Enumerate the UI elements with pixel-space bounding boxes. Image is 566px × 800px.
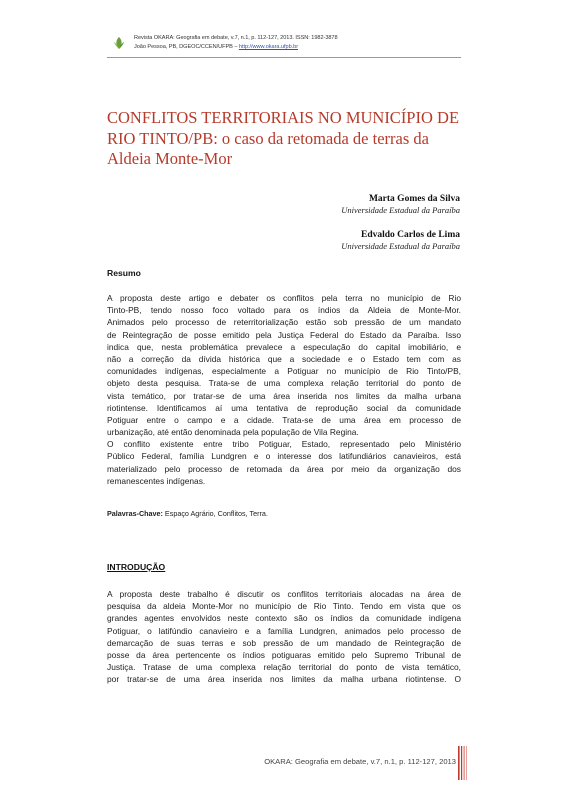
introduction-text — [107, 588, 461, 686]
intro-line: Potiguar, o latifúndio canavieiro e a família Lundgren, animados pelo processo de — [107, 625, 461, 636]
paper-title — [107, 108, 467, 170]
abstract-text — [107, 292, 461, 487]
abstract-line: remanescentes indígenas. — [107, 475, 206, 486]
introduction-heading: INTRODUÇÃO — [107, 562, 166, 572]
header-divider — [107, 57, 461, 58]
journal-citation: Revista OKARA: Geografia em debate, v.7, n.1, p. 112-127, 2013. ISSN: 1982-3878 — [134, 35, 338, 41]
footer-citation: OKARA: Geografia em debate, v.7, n.1, p. 112-127, 2013 — [264, 757, 456, 766]
author-block-2 — [341, 229, 460, 252]
keywords — [107, 509, 268, 518]
abstract-line: indica que, nesta problemática prevalece a especulação do capital imobiliário, e — [107, 341, 461, 352]
intro-line: posse da área pertencente os índios potiguaras emitido pelo Supremo Tribunal de — [107, 649, 461, 660]
intro-line: por tratar-se de uma área inserida nos limites da malha urbana riotintense. O — [107, 674, 461, 685]
abstract-line: materializado pelo processo de retomada da área por meio da organização dos — [107, 463, 461, 474]
keywords-label: Palavras-Chave: — [107, 509, 163, 518]
abstract-line: comunidades indígenas, especialmente a Potiguar no município de Rio Tinto/PB, — [107, 366, 461, 377]
intro-line: demarcação de suas terras e sob pressão de um mandado de Reintegração de — [107, 637, 461, 648]
abstract-line: Potiguar entre o campo e a cidade. Trata-se de uma área em processo de — [107, 414, 461, 425]
abstract-line: A proposta deste artigo e debater os conflitos pela terra no município de Rio — [107, 293, 461, 303]
abstract-line: riotintense. Identificamos aí uma tentativa de reprodução social da comunidade — [107, 402, 461, 413]
abstract-line: não a correção da dívida histórica que a sociedade e o Estado tem com as — [107, 353, 461, 364]
abstract-line: O conflito existente entre tribo Potiguar, Estado, representado pelo Ministério — [107, 439, 461, 450]
author-name: Marta Gomes da Silva — [368, 194, 460, 204]
title-line-1: CONFLITOS TERRITORIAIS NO MUNICÍPIO DE — [107, 108, 460, 127]
abstract-line: Animados pelo processo de reterritorialização estão sob pressão de um mandato — [107, 317, 461, 328]
abstract-heading: Resumo — [107, 268, 141, 278]
footer-decoration-bars — [458, 746, 468, 780]
keywords-list: Espaço Agrário, Conflitos, Terra. — [162, 509, 268, 518]
author-institution: Universidade Estadual da Paraíba — [341, 205, 460, 215]
journal-location-text: João Pessoa, PB, DGEOC/CCEN/UFPB – — [134, 44, 239, 50]
abstract-line: Público Federal, família Lundgren e o interesse dos latifundiários canavieiros, está — [107, 451, 461, 462]
author-institution: Universidade Estadual da Paraíba — [341, 241, 460, 251]
title-line-2: RIO TINTO/PB: o caso da retomada de terras da — [107, 128, 429, 148]
journal-location — [134, 43, 338, 52]
journal-header — [134, 34, 338, 52]
intro-line: A proposta deste trabalho é discutir os conflitos territoriais alocadas na área de — [107, 589, 461, 599]
intro-line: grandes agentes envolvidos neste contexto são os índios da comunidade indígena — [107, 613, 461, 624]
journal-url-link[interactable]: http://www.okara.ufpb.br — [238, 44, 299, 50]
abstract-line: urbanização, até então denominada pela população de Vila Regina. — [107, 427, 359, 438]
intro-line: Justiça. Tratase de uma complexa relação territorial do ponto de vista temático, — [107, 662, 461, 673]
author-name: Edvaldo Carlos de Lima — [361, 230, 460, 240]
abstract-line: vista temático, por tratar-se de uma área inserida nos limites da malha urbana — [107, 390, 461, 401]
abstract-line: Tinto-PB, tendo nosso foco voltado para os índios da Aldeia de Monte-Mor. — [107, 305, 461, 316]
author-block-1 — [341, 193, 460, 216]
abstract-line: objeto desta pesquisa. Trata-se de uma complexa relação territorial do ponto de — [107, 378, 461, 389]
title-line-3: Aldeia Monte-Mor — [107, 149, 233, 168]
abstract-line: de Reintegração de posse emitido pela Justiça Federal do Estado da Paraíba. Isso — [107, 329, 461, 340]
intro-line: pesquisa da aldeia Monte-Mor no município de Rio Tinto. Tendo em vista que os — [107, 601, 461, 612]
journal-logo-icon — [112, 36, 126, 50]
